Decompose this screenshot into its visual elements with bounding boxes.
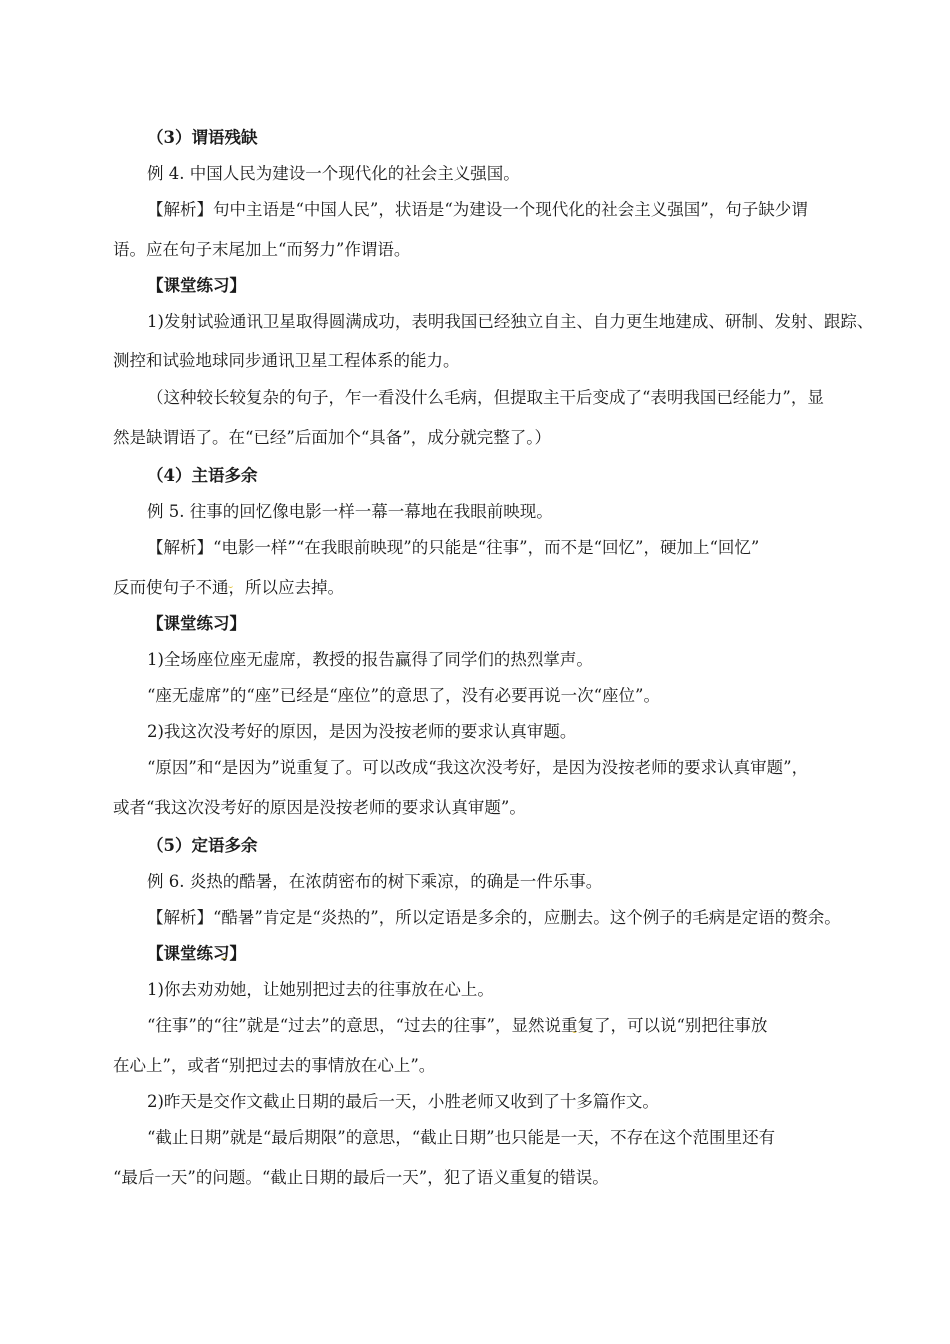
- practice-item: 2)昨天是交作文截止日期的最后一天，小胜老师又收到了十多篇作文。: [147, 1092, 659, 1111]
- practice-item: 1)你去劝劝她，让她别把过去的往事放在心上。: [147, 980, 494, 999]
- analysis-paragraph-cont: 反而使句子不通，所以应去掉。: [113, 578, 344, 597]
- analysis-paragraph: 【解析】“电影一样”“在我眼前映现”的只能是“往事”，而不是“回忆”，硬加上“回忆”: [147, 538, 760, 557]
- practice-explanation-cont: “最后一天”的问题。“截止日期的最后一天”，犯了语义重复的错误。: [113, 1168, 609, 1187]
- practice-explanation: “往事”的“往”就是“过去”的意思，“过去的往事”，显然说重复了，可以说“别把往事放: [147, 1016, 768, 1035]
- explanation-paragraph-cont: 然是缺谓语了。在“已经”后面加个“具备”，成分就完整了。）: [113, 428, 551, 447]
- practice-heading: 【课堂练习】: [147, 944, 246, 963]
- practice-explanation-cont: 在心上”，或者“别把过去的事情放在心上”。: [113, 1056, 436, 1075]
- example-4: 例 4. 中国人民为建设一个现代化的社会主义强国。: [147, 164, 520, 183]
- practice-explanation: “座无虚席”的“座”已经是“座位”的意思了，没有必要再说一次“座位”。: [147, 686, 660, 705]
- practice-explanation: “截止日期”就是“最后期限”的意思，“截止日期”也只能是一天，不存在这个范围里还有: [147, 1128, 776, 1147]
- section-heading-predicate-missing: （3）谓语残缺: [147, 128, 258, 147]
- practice-explanation-cont: 或者“我这次没考好的原因是没按老师的要求认真审题”。: [113, 798, 526, 817]
- section-heading-attribute-redundant: （5）定语多余: [147, 836, 258, 855]
- example-6: 例 6. 炎热的酷暑，在浓荫密布的树下乘凉，的确是一件乐事。: [147, 872, 603, 891]
- practice-explanation: “原因”和“是因为”说重复了。可以改成“我这次没考好，是因为没按老师的要求认真审题”，: [147, 758, 809, 777]
- practice-item-cont: 测控和试验地球同步通讯卫星工程体系的能力。: [113, 351, 460, 370]
- practice-item: 1)发射试验通讯卫星取得圆满成功，表明我国已经独立自主、自力更生地建成、研制、发射、跟踪、: [147, 312, 874, 331]
- edit-mark: [222, 954, 227, 959]
- practice-item: 2)我这次没考好的原因，是因为没按老师的要求认真审题。: [147, 722, 577, 741]
- edit-mark: [572, 1028, 577, 1033]
- analysis-paragraph-cont: 语。应在句子末尾加上“而努力”作谓语。: [113, 240, 411, 259]
- analysis-paragraph: 【解析】句中主语是“中国人民”，状语是“为建设一个现代化的社会主义强国”，句子缺少谓: [147, 200, 808, 219]
- explanation-paragraph: （这种较长较复杂的句子，乍一看没什么毛病，但提取主干后变成了“表明我国已经能力”，显: [147, 388, 824, 407]
- example-5: 例 5. 往事的回忆像电影一样一幕一幕地在我眼前映现。: [147, 502, 553, 521]
- analysis-paragraph: 【解析】“酷暑”肯定是“炎热的”，所以定语是多余的，应删去。这个例子的毛病是定语的赘余。: [147, 908, 841, 927]
- practice-heading: 【课堂练习】: [147, 276, 246, 295]
- practice-item: 1)全场座位座无虚席，教授的报告赢得了同学们的热烈掌声。: [147, 650, 593, 669]
- practice-heading: 【课堂练习】: [147, 614, 246, 633]
- section-heading-subject-redundant: （4）主语多余: [147, 466, 258, 485]
- edit-mark: [228, 583, 233, 588]
